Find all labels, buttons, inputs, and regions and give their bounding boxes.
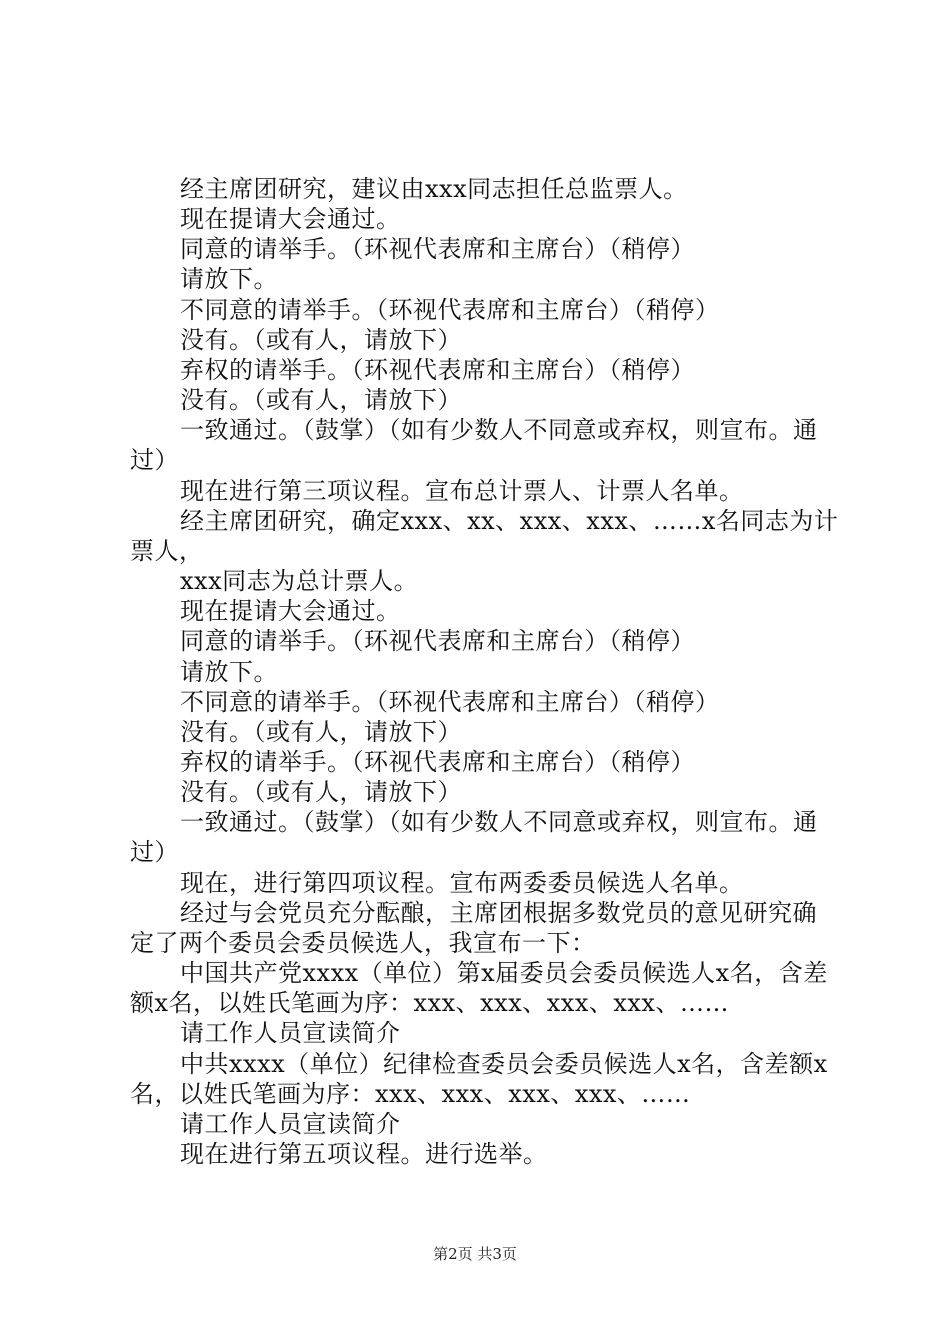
paragraph: 经主席团研究，建议由xxx同志担任总监票人。 [180,175,688,203]
paragraph: 弃权的请举手。（环视代表席和主席台）（稍停） [180,355,695,384]
paragraph: 请放下。 [180,657,278,686]
paragraph: 弃权的请举手。（环视代表席和主席台）（稍停） [180,747,695,776]
paragraph: 没有。（或有人，请放下） [180,386,462,415]
paragraph: 同意的请举手。（环视代表席和主席台）（稍停） [180,627,695,656]
paragraph: 现在，进行第四项议程。宣布两委委员候选人名单。 [180,868,744,897]
paragraph: 经过与会党员充分酝酿，主席团根据多数党员的意见研究确定了两个委员会委员候选人，我宣布一下： [130,898,817,957]
paragraph: xxx同志为总计票人。 [180,567,419,596]
paragraph: 请工作人员宣读简介 [180,1019,401,1048]
paragraph: 现在提请大会通过。 [180,205,401,234]
page-footer [0,1243,950,1264]
paragraph: 不同意的请举手。（环视代表席和主席台）（稍停） [180,295,720,324]
paragraph: 一致通过。（鼓掌）（如有少数人不同意或弃权，则宣布。通过） [130,808,818,867]
page-number-label: 第2页 共3页 [433,1245,517,1263]
paragraph: 没有。（或有人，请放下） [180,778,462,807]
paragraph: 现在提请大会通过。 [180,597,401,626]
paragraph: 一致通过。（鼓掌）（如有少数人不同意或弃权，则宣布。通过） [130,416,818,475]
paragraph: 中国共产党xxxx（单位）第x届委员会委员候选人x名，含差额x名，以姓氏笔画为序：xxx、xxx、xxx、xxx、…… [130,959,828,1018]
paragraph: 同意的请举手。（环视代表席和主席台）（稍停） [180,235,695,264]
paragraph: 中共xxxx（单位）纪律检查委员会委员候选人x名，含差额x名，以姓氏笔画为序：xxx、xxx、xxx、xxx、…… [130,1049,828,1108]
document-body [130,174,840,1169]
paragraph: 请放下。 [180,265,278,294]
paragraph: 没有。（或有人，请放下） [180,717,462,746]
paragraph: 现在进行第五项议程。进行选举。 [180,1140,548,1168]
paragraph: 现在进行第三项议程。宣布总计票人、计票人名单。 [180,476,744,505]
paragraph: 请工作人员宣读简介 [180,1109,401,1138]
paragraph: 不同意的请举手。（环视代表席和主席台）（稍停） [180,687,720,716]
paragraph: 经主席团研究，确定xxx、xx、xxx、xxx、……x名同志为计票人， [130,506,839,565]
paragraph: 没有。（或有人，请放下） [180,325,462,354]
